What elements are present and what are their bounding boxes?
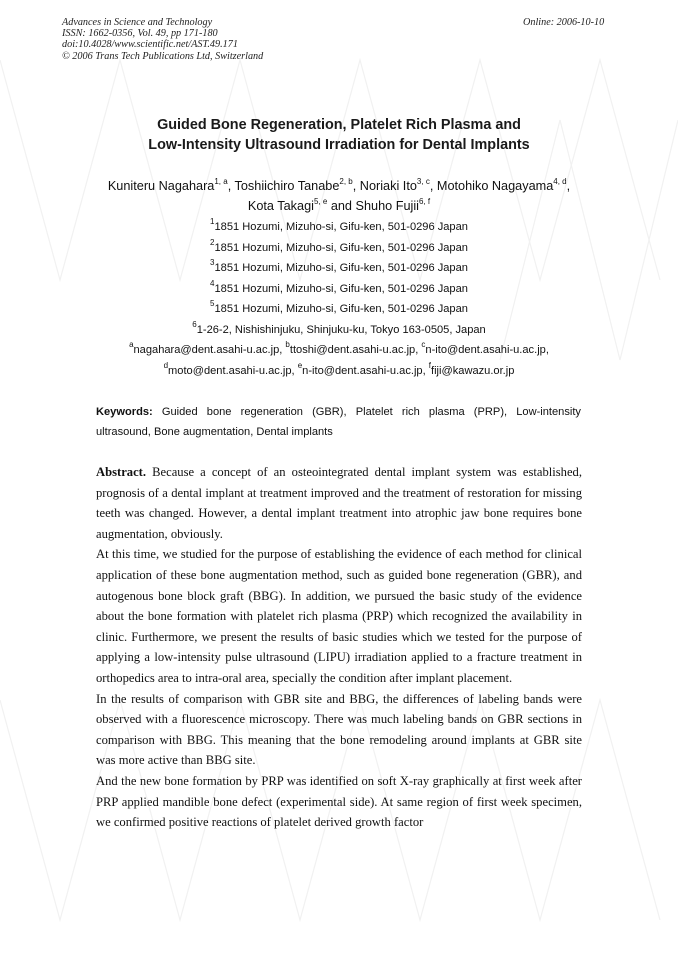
- email-line: $^d$moto@dent.asahi-u.ac.jp, $^e$n-ito@dent.asahi-u.ac.jp, $^f$fiji@kawazu.or.jp: [163, 360, 515, 377]
- abstract-paragraph: Abstract. Because a concept of an osteointegrated dental implant system was established, prognosis of a dental implant at treatment improved and the treatment of restoration for missing teeth was changed. However, a dental implant treatment into atrophic jaw bone requires bone augmentation, obviously.: [96, 465, 582, 541]
- affiliation: $^3$1851 Hozumi, Mizuho-si, Gifu-ken, 501-0296 Japan: [210, 258, 468, 275]
- affiliation-list: [80, 217, 598, 341]
- email: $^f$fiji@kawazu.or.jp: [428, 360, 515, 377]
- title-line-1: Guided Bone Regeneration, Platelet Rich Plasma and: [157, 117, 521, 133]
- email: $^a$nagahara@dent.asahi-u.ac.jp: [129, 340, 280, 356]
- abstract-section: [96, 462, 582, 833]
- affiliation: $^1$1851 Hozumi, Mizuho-si, Gifu-ken, 501-0296 Japan: [210, 217, 468, 233]
- keywords-section: [96, 402, 581, 442]
- affiliation: $^6$1-26-2, Nishishinjuku, Shinjuku-ku, Tokyo 163-0505, Japan: [192, 319, 486, 336]
- title-line-2: Low-Intensity Ultrasound Irradiation for Dental Implants: [148, 137, 530, 153]
- keywords-label: Keywords:: [96, 406, 153, 418]
- affiliation: $^2$1851 Hozumi, Mizuho-si, Gifu-ken, 501-0296 Japan: [210, 237, 468, 254]
- email: $^d$moto@dent.asahi-u.ac.jp: [163, 360, 292, 377]
- doi-line: doi:10.4028/www.scientific.net/AST.49.171: [62, 39, 238, 51]
- journal-header: [62, 17, 263, 62]
- paper-title: [0, 115, 678, 155]
- email-list: [80, 340, 598, 381]
- email-line: $^a$nagahara@dent.asahi-u.ac.jp, $^b$ttoshi@dent.asahi-u.ac.jp, $^c$n-ito@dent.asahi-u.ac.jp,: [129, 340, 549, 356]
- author: Shuho Fujii$^{6, f}$: [355, 197, 431, 213]
- copyright-line: © 2006 Trans Tech Publications Ltd, Switzerland: [62, 50, 264, 62]
- email: $^e$n-ito@dent.asahi-u.ac.jp: [297, 360, 423, 377]
- keywords-text: Guided bone regeneration (GBR), Platelet rich plasma (PRP), Low-intensity ultrasound, Bone augmentation, Dental implants: [96, 406, 581, 438]
- abstract-paragraph: In the results of comparison with GBR site and BBG, the differences of labeling bands were observed with a fluorescence microscopy. There was much labeling bands on GBR sections in comparison with BBG. This meaning that the bone remodeling around implants at GBR site was more active than BBG site.: [96, 691, 582, 768]
- issn-line: ISSN: 1662-0356, Vol. 49, pp 171-180: [62, 28, 218, 40]
- author: Toshiichiro Tanabe$^{2, b}$: [234, 177, 353, 193]
- journal-name: Advances in Science and Technology: [62, 17, 213, 28]
- abstract-paragraph: At this time, we studied for the purpose of establishing the evidence of each method for clinical application of these bone augmentation method, such as guided bone regeneration (GBR), and autogenous bone block graft (BBG). In addition, we pursued the basic study of the evidence about the bone formation with platelet rich plasma (PRP) which recognized the availability in clinic. Furthermore, we present the results of basic studies which we tested for the purpose of applying a low-intensity pulse ultrasound (LIPU) irradiation applied to a fracture treatment in orthopedics area to intra-oral area, specially the condition after implant placement.: [96, 547, 582, 685]
- author-list: Kuniteru Nagahara$^{1, a}$, Toshiichiro Tanabe$^{2, b}$, Noriaki Ito$^{3, c}$, Motohiko Nagayama$^{4, d}$, Kota Takagi$^{5, e}$ and Shuho Fujii$^{6, f}$: [107, 177, 571, 213]
- online-date: Online: 2006-10-10: [523, 17, 605, 28]
- email: $^c$n-ito@dent.asahi-u.ac.jp: [421, 340, 546, 356]
- author: Motohiko Nagayama$^{4, d}$: [436, 177, 567, 193]
- author: Kota Takagi$^{5, e}$: [247, 197, 328, 213]
- abstract-label: Abstract.: [96, 465, 147, 479]
- author: Kuniteru Nagahara$^{1, a}$: [107, 177, 228, 193]
- email: $^b$ttoshi@dent.asahi-u.ac.jp: [285, 340, 416, 356]
- abstract-paragraph: And the new bone formation by PRP was identified on soft X-ray graphically at first week after PRP applied mandible bone defect (experimental side). At same region of first week specimen, we confirmed positive reactions of platelet derived growth factor: [96, 773, 582, 830]
- affiliation: $^5$1851 Hozumi, Mizuho-si, Gifu-ken, 501-0296 Japan: [210, 299, 468, 316]
- author: Noriaki Ito$^{3, c}$: [359, 177, 430, 193]
- affiliation: $^4$1851 Hozumi, Mizuho-si, Gifu-ken, 501-0296 Japan: [210, 278, 468, 295]
